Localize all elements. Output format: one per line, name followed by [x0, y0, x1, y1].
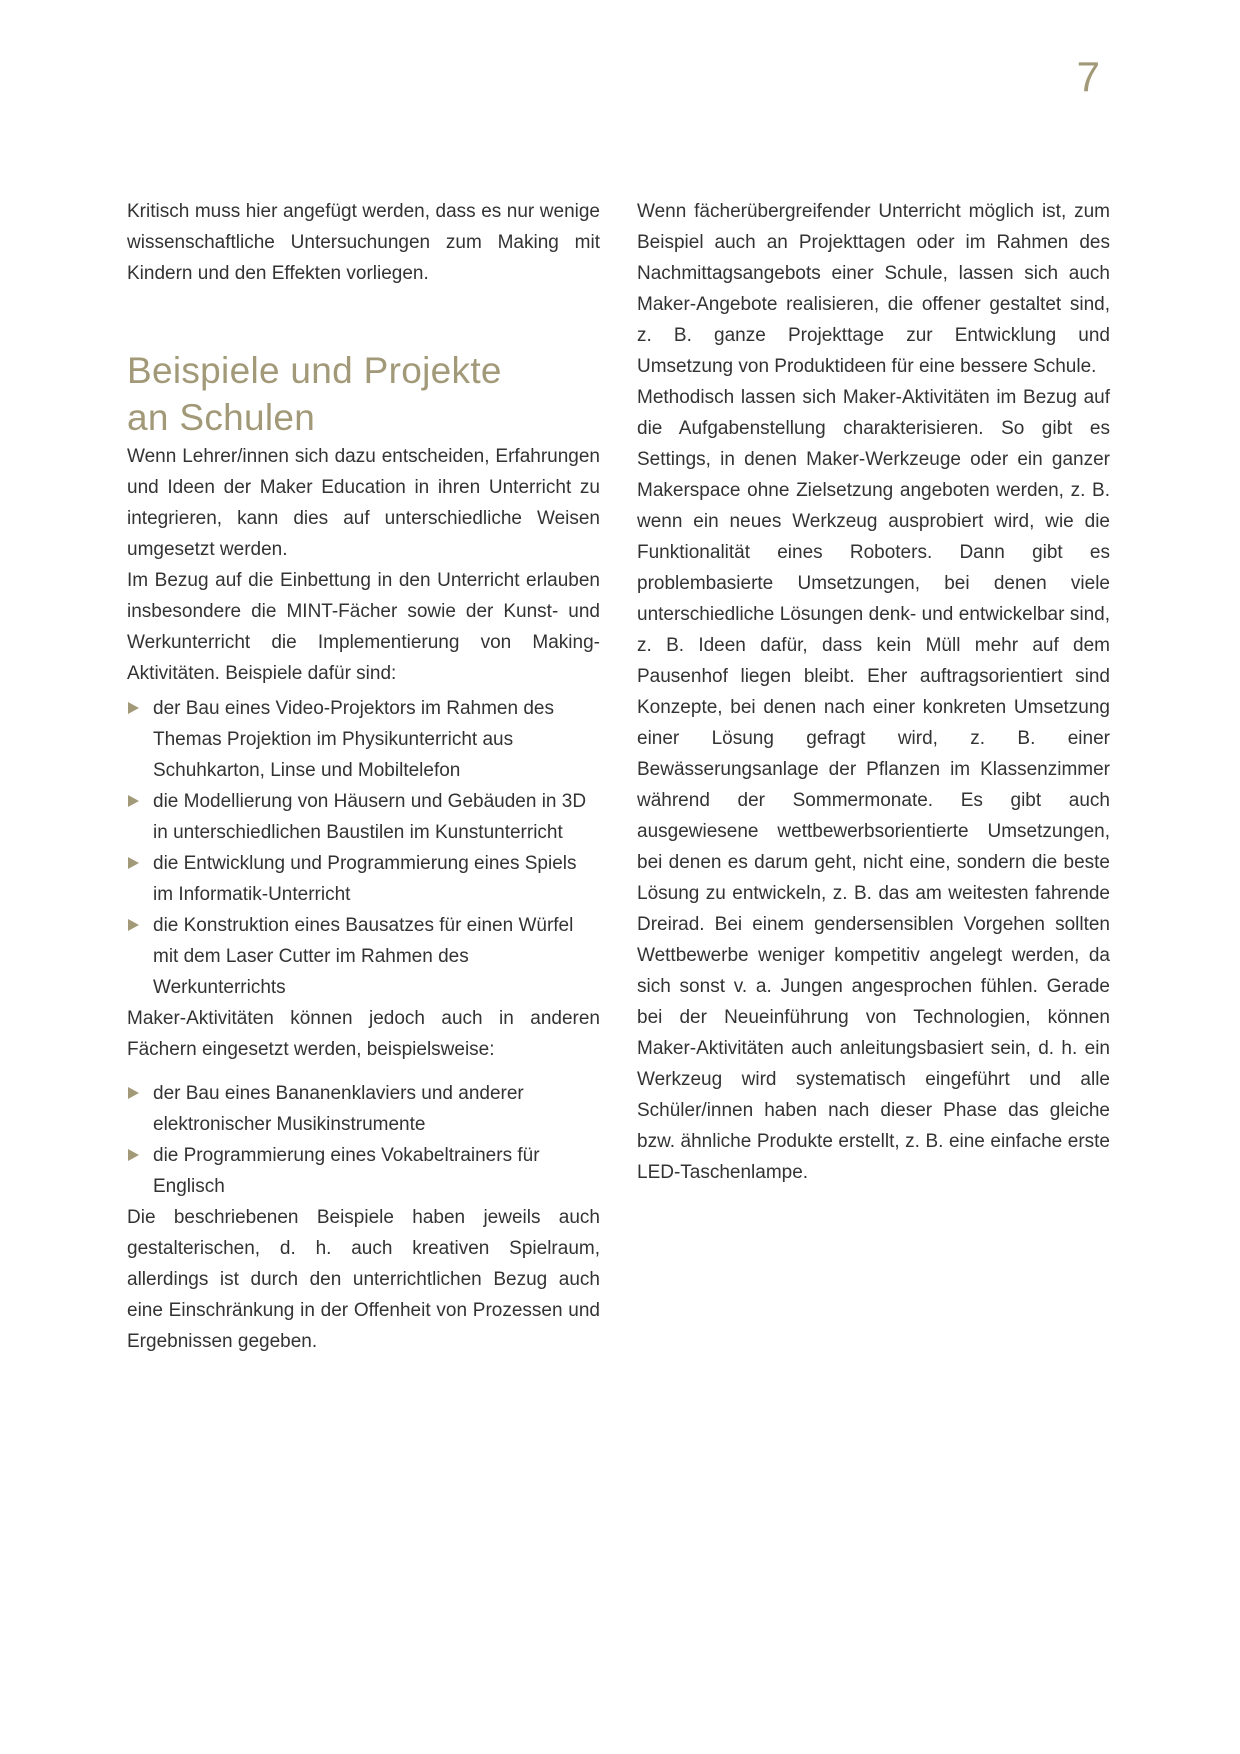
- page-number: 7: [1076, 53, 1100, 100]
- examples-list-other-subjects: [127, 1078, 600, 1202]
- section-heading-line2: an Schulen: [127, 397, 316, 438]
- paragraph-teachers-decide: Wenn Lehrer/innen sich dazu entscheiden, Erfahrungen und Ideen der Maker Education in ihren Unterricht zu integrieren, kann dies auf unterschiedliche Weisen umgesetzt werden.: [127, 446, 600, 560]
- paragraph-creative-scope: Die beschriebenen Beispiele haben jeweils auch gestalterischen, d. h. auch kreativen Spielraum, allerdings ist durch den unterrichtlichen Bezug auch eine Einschränkung in der Offenheit von Prozessen und Ergebnissen gegeben.: [127, 1207, 600, 1352]
- list-item: [127, 693, 600, 786]
- triangle-right-icon: [128, 857, 139, 869]
- section-heading: [127, 347, 600, 441]
- list-item-text: der Bau eines Bananenklaviers und anderer elektronischer Musikinstrumente: [153, 1083, 524, 1135]
- list-item-text: die Entwicklung und Programmierung eines Spiels im Informatik-Unterricht: [153, 853, 577, 905]
- list-item-text: der Bau eines Video-Projektors im Rahmen des Themas Projektion im Physikunterricht aus Schuhkarton, Linse und Mobiltelefon: [153, 698, 554, 781]
- list-item: [127, 786, 600, 848]
- paragraph-critical-note: Kritisch muss hier angefügt werden, dass es nur wenige wissenschaftliche Untersuchungen zum Making mit Kindern und den Effekten vorliegen.: [127, 201, 600, 284]
- list-item: [127, 1078, 600, 1140]
- paragraph-other-subjects: Maker-Aktivitäten können jedoch auch in anderen Fächern eingesetzt werden, beispielsweise:: [127, 1008, 600, 1060]
- list-item-text: die Programmierung eines Vokabeltrainers für Englisch: [153, 1145, 540, 1197]
- examples-list-mint-subjects: [127, 693, 600, 1003]
- list-item: [127, 848, 600, 910]
- list-item: [127, 1140, 600, 1202]
- section-heading-line1: Beispiele und Projekte: [127, 350, 502, 391]
- triangle-right-icon: [128, 795, 139, 807]
- right-column: [637, 196, 1110, 1188]
- triangle-right-icon: [128, 1087, 139, 1099]
- paragraph-cross-subject: Wenn fächerübergreifender Unterricht möglich ist, zum Beispiel auch an Projekttagen oder im Rahmen des Nachmittagsangebots einer Schule, lassen sich auch Maker-Angebote realisieren, die offener gestaltet sind, z. B. ganze Projekttage zur Entwicklung und Umsetzung von Produktideen für eine bessere Schule.: [637, 201, 1110, 377]
- list-item-text: die Modellierung von Häusern und Gebäuden in 3D in unterschiedlichen Baustilen im Kunstunterricht: [153, 791, 587, 843]
- paragraph-embedding-subjects: Im Bezug auf die Einbettung in den Unterricht erlauben insbesondere die MINT-Fächer sowie der Kunst- und Werkunterricht die Implementierung von Making-Aktivitäten. Beispiele dafür sind:: [127, 570, 600, 684]
- triangle-right-icon: [128, 702, 139, 714]
- triangle-right-icon: [128, 919, 139, 931]
- list-item-text: die Konstruktion eines Bausatzes für einen Würfel mit dem Laser Cutter im Rahmen des Werkunterrichts: [153, 915, 574, 998]
- paragraph-methodical: Methodisch lassen sich Maker-Aktivitäten im Bezug auf die Aufgabenstellung charakterisieren. So gibt es Settings, in denen Maker-Werkzeuge oder ein ganzer Makerspace ohne Zielsetzung angeboten werden, z. B. wenn ein neues Werkzeug ausprobiert wird, wie die Funktionalität eines Roboters. Dann gibt es problembasierte Umsetzungen, bei denen viele unterschiedliche Lösungen denk- und entwickelbar sind, z. B. Ideen dafür, dass kein Müll mehr auf dem Pausenhof liegen bleibt. Eher auftragsorientiert sind Konzepte, bei denen nach einer konkreten Umsetzung einer Lösung gefragt wird, z. B. einer Bewässerungsanlage der Pflanzen im Klassenzimmer während der Sommermonate. Es gibt auch ausgewiesene wettbewerbsorientierte Umsetzungen, bei denen es darum geht, nicht eine, sondern die beste Lösung zu entwickeln, z. B. das am weitesten fahrende Dreirad. Bei einem gendersensiblen Vorgehen sollten Wettbewerbe weniger kompetitiv angelegt werden, da sich sonst v. a. Jungen angesprochen fühlen. Gerade bei der Neueinführung von Technologien, können Maker-Aktivitäten auch anleitungsbasiert sein, d. h. ein Werkzeug wird systematisch eingeführt und alle Schüler/innen haben nach dieser Phase das gleiche bzw. ähnliche Produkte erstellt, z. B. eine einfache erste LED-Taschenlampe.: [637, 387, 1110, 1183]
- triangle-right-icon: [128, 1149, 139, 1161]
- left-column: [127, 196, 600, 1357]
- list-item: [127, 910, 600, 1003]
